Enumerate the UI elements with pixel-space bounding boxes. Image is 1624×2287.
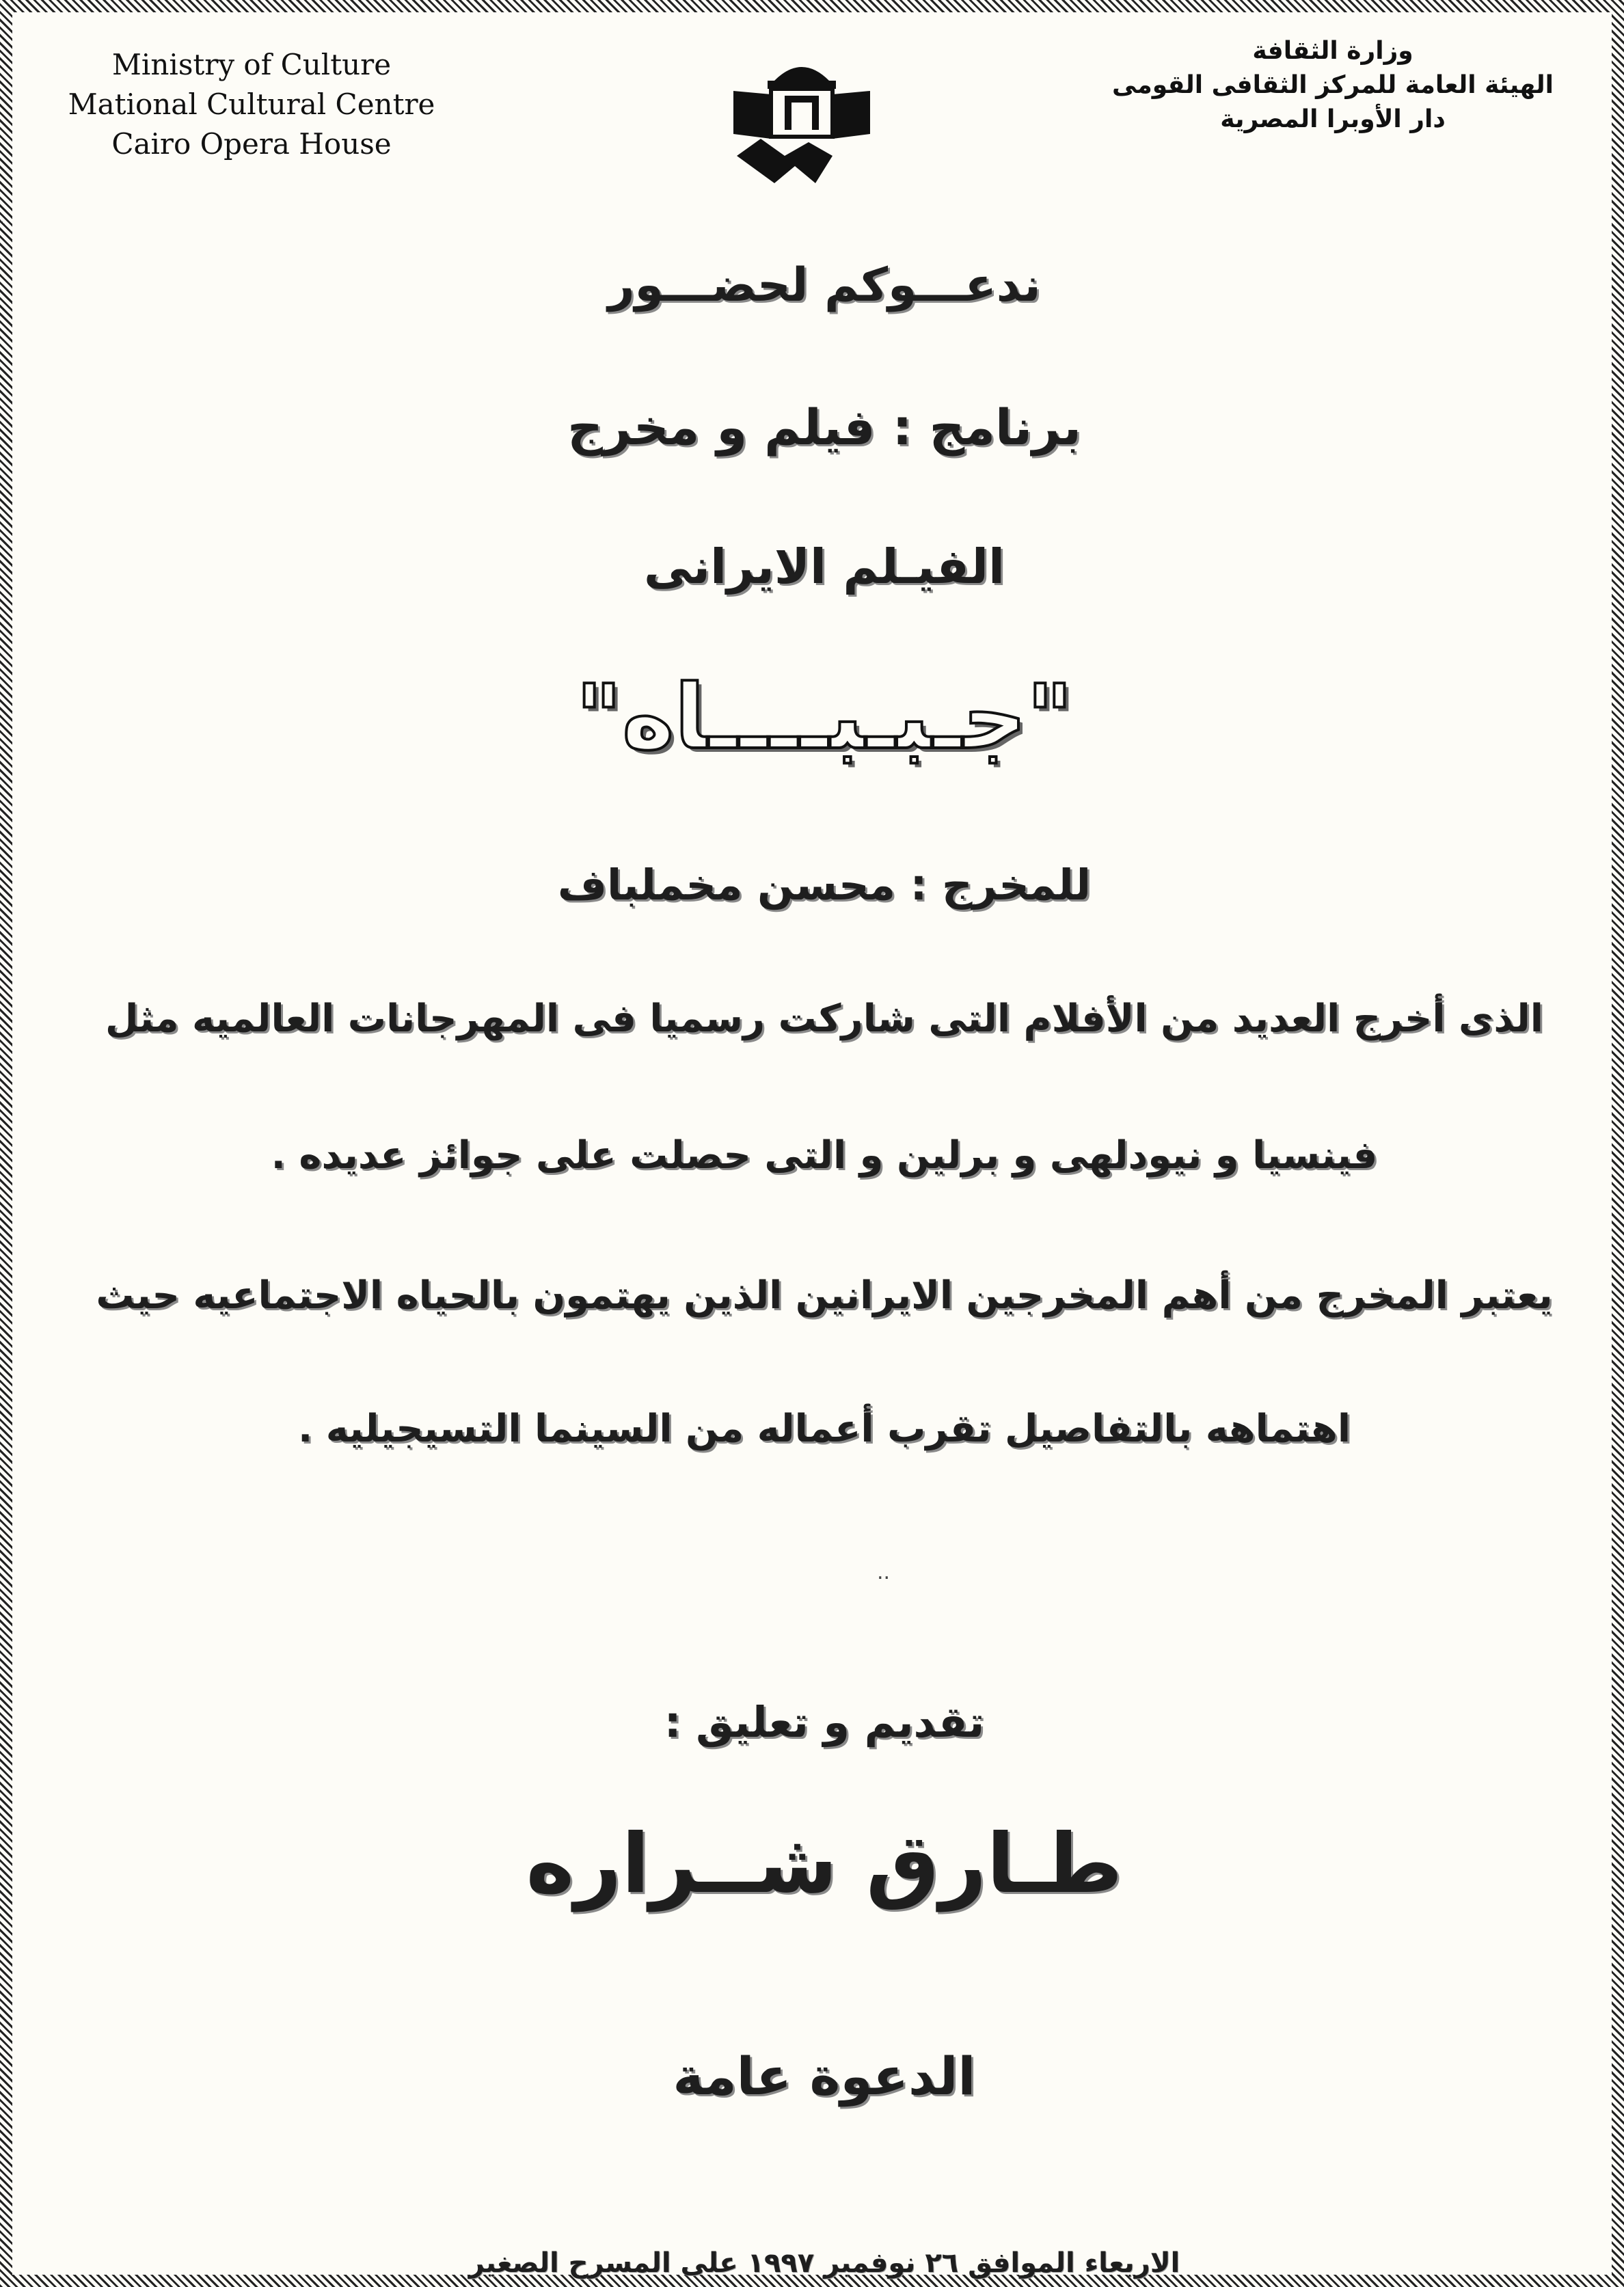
- separator-dots: ..: [877, 1560, 891, 1584]
- header-english-line-1: Ministry of Culture: [111, 48, 392, 81]
- film-type: الفيـلم الايرانى: [643, 539, 1005, 595]
- header-english-line-2: Mational Cultural Centre: [68, 87, 435, 121]
- film-title: "جـبـبــــاه": [576, 665, 1073, 769]
- header-arabic: [1073, 34, 1593, 137]
- presenter-name: طـارق شــراره: [526, 1817, 1123, 1912]
- date-venue-line: الاربعاء الموافق ٢٦ نوفمبر ١٩٩٧ على المسرح الصغير: [468, 2247, 1180, 2279]
- program-title: برنامج : فيلم و مخرج: [567, 398, 1081, 456]
- open-invitation: الدعوة عامة: [673, 2046, 976, 2107]
- header-arabic-line-1: وزارة الثقافة: [1252, 37, 1413, 65]
- paragraph-line-3: يعتبر المخرج من أهم المخرجين الايرانين الذين يهتمون بالحياه الاجتماعيه حيث: [96, 1273, 1553, 1318]
- presentation-label: تقديم و تعليق :: [664, 1697, 985, 1747]
- paragraph-line-2: فينسيا و نيودلهى و برلين و التى حصلت على جوائز عديده .: [271, 1133, 1378, 1178]
- header-english-line-3: Cairo Opera House: [111, 127, 392, 161]
- paragraph-line-1: الذى أخرج العديد من الأفلام التى شاركت رسميا فى المهرجانات العالميه مثل: [105, 997, 1543, 1041]
- opera-house-logo-icon: [720, 53, 884, 190]
- invitation-heading: ندعـــوكم لحضـــور: [608, 258, 1041, 312]
- header-arabic-line-3: دار الأوبرا المصرية: [1220, 105, 1446, 133]
- paragraph-line-4: اهتماهه بالتفاصيل تقرب أعماله من السينما التسيجيليه .: [297, 1407, 1351, 1451]
- header-arabic-line-2: الهيئة العامة للمركز الثقافى القومى: [1112, 71, 1554, 99]
- header-english: [60, 45, 443, 164]
- director-line: للمخرج : محسن مخملباف: [557, 860, 1092, 910]
